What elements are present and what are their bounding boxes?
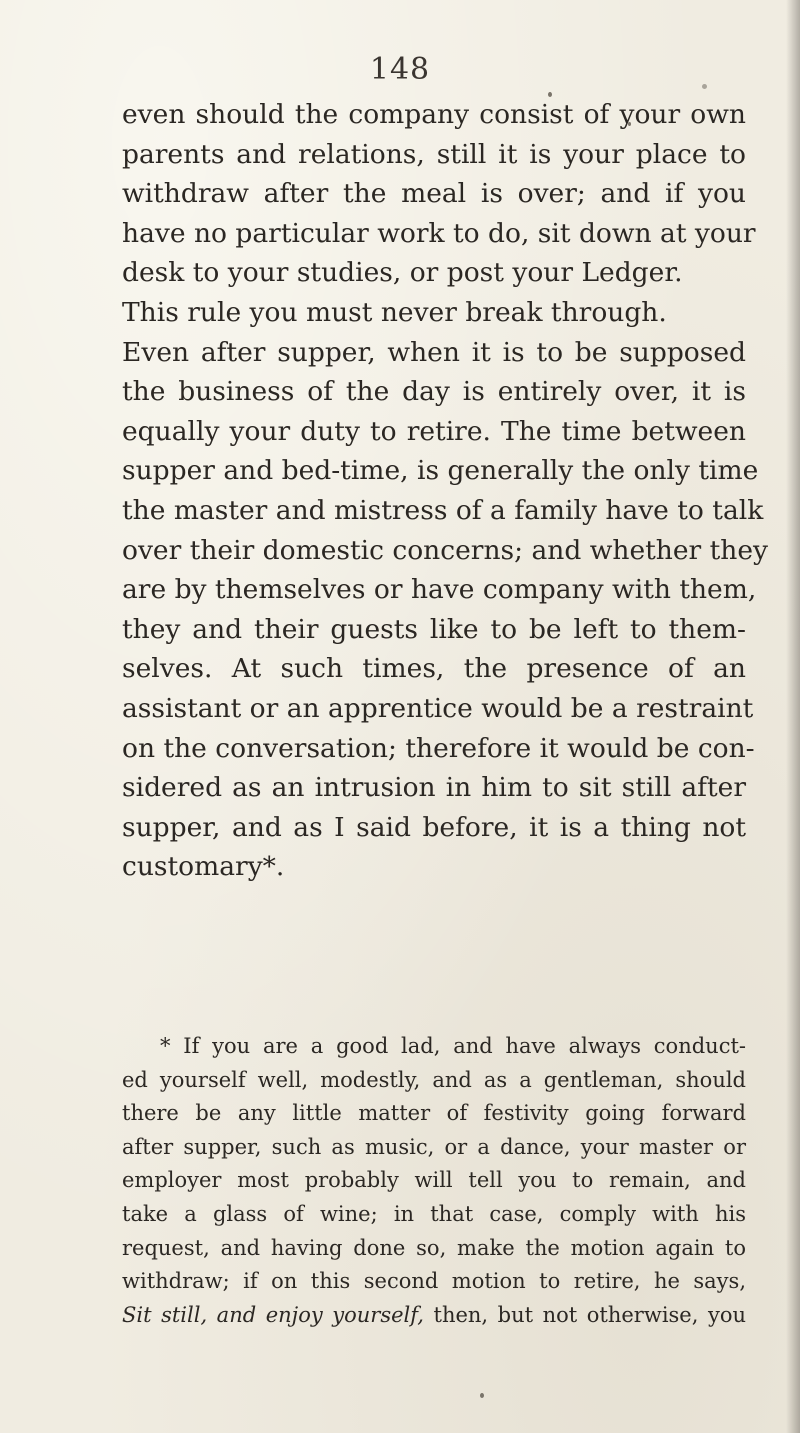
footnote-line: after supper, such as music, or a dance, your master or (122, 1134, 746, 1159)
footnote-line: request, and having done so, make the motion again to (122, 1235, 746, 1260)
text-line: the business of the day is entirely over, it is (122, 376, 746, 408)
text-line: they and their guests like to be left to them- (122, 613, 746, 645)
text-line: customary*. (122, 851, 285, 883)
footnote (122, 1030, 746, 1332)
footnote-line (122, 1299, 746, 1333)
footnote-line: there be any little matter of festivity going forward (122, 1101, 746, 1126)
text-line: even should the company consist of your own (122, 99, 746, 130)
text-line: Even after supper, when it is to be supposed (122, 336, 746, 368)
text-line: over their domestic concerns; and whether they (122, 534, 769, 566)
text-line: This rule you must never break through. (122, 296, 667, 328)
footnote-line-rest: then, but not otherwise, you (423, 1302, 746, 1327)
text-line: supper and bed-time, is generally the only time (122, 455, 759, 487)
text-line: desk to your studies, or post your Ledger. (122, 257, 683, 289)
text-line: on the conversation; therefore it would be con- (122, 732, 755, 764)
footnote-italic-phrase: Sit still, and enjoy yourself, (122, 1302, 424, 1327)
footnote-line: employer most probably will tell you to remain, and (122, 1168, 746, 1193)
footnote-line: withdraw; if on this second motion to retire, he says, (122, 1269, 746, 1294)
text-line: selves. At such times, the presence of an (122, 653, 746, 685)
text-line: sidered as an intrusion in him to sit still after (122, 772, 746, 804)
text-line: have no particular work to do, sit down at your (122, 217, 756, 249)
text-line: the master and mistress of a family have to talk (122, 494, 764, 526)
text-line: assistant or an apprentice would be a restraint (122, 692, 754, 724)
page-number: 148 (369, 52, 431, 87)
footnote-line: take a glass of wine; in that case, comply with his (122, 1201, 746, 1226)
paper-speck (480, 1393, 484, 1398)
text-line: withdraw after the meal is over; and if you (122, 178, 746, 210)
main-paragraph (122, 95, 769, 887)
text-line: equally your duty to retire. The time between (122, 415, 746, 447)
text-line: supper, and as I said before, it is a thing not (122, 811, 746, 843)
text-line: parents and relations, still it is your place to (122, 138, 746, 170)
footnote-line: ed yourself well, modestly, and as a gentleman, should (122, 1067, 746, 1092)
page-edge-shadow (786, 0, 800, 1433)
text-line: are by themselves or have company with them, (122, 574, 757, 606)
footnote-line: * If you are a good lad, and have always conduct- (160, 1034, 746, 1058)
